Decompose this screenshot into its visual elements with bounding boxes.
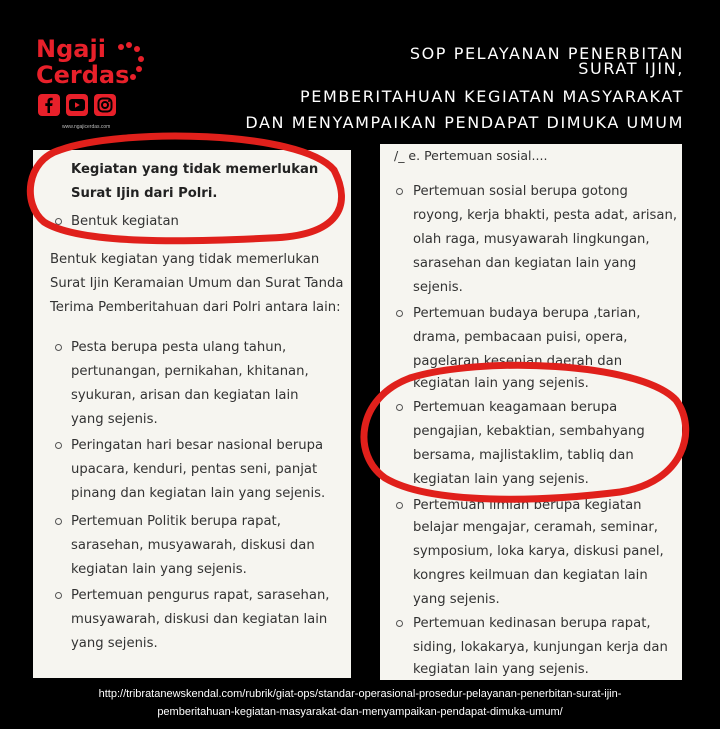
bullet-icon <box>55 592 62 599</box>
right-item-1-line-1: Pertemuan sosial berupa gotong <box>413 184 628 199</box>
left-item-2-line-2: upacara, kenduri, pentas seni, panjat <box>71 462 318 477</box>
bullet-icon <box>55 344 62 351</box>
left-item-3-line-3: kegiatan lain yang sejenis. <box>71 562 247 577</box>
left-item-1-line-3: syukuran, arisan dan kegiatan lain <box>71 388 299 403</box>
source-url-line-2[interactable]: pemberitahuan-kegiatan-masyarakat-dan-menyampaikan-pendapat-dimuka-umum/ <box>157 706 563 718</box>
right-item-1-line-4: sarasehan dan kegiatan lain yang <box>413 256 637 271</box>
right-item-2-line-2: drama, pembacaan puisi, opera, <box>413 330 628 345</box>
right-item-2-line-1: Pertemuan budaya berupa ,tarian, <box>413 306 641 321</box>
right-item-5-line-1: Pertemuan kedinasan berupa rapat, <box>413 616 651 631</box>
right-item-4-line-3: symposium, loka karya, diskusi panel, <box>413 544 664 559</box>
header-line-4: DAN MENYAMPAIKAN PENDAPAT DIMUKA UMUM <box>245 113 684 132</box>
left-document-panel <box>33 150 351 678</box>
logo-line-2: Cerdas <box>36 61 130 89</box>
right-item-2-line-3: pagelaran kesenian daerah dan <box>413 354 623 369</box>
source-url-line-1[interactable]: http://tribratanewskendal.com/rubrik/giat-ops/standar-operasional-prosedur-pelayanan-penerbitan-surat-ijin- <box>98 688 622 700</box>
right-item-3-line-2: pengajian, kebaktian, sembahyang <box>413 424 645 439</box>
left-bentuk-label: Bentuk kegiatan <box>71 214 179 229</box>
logo-url: www.ngajicerdas.com <box>62 124 111 130</box>
right-item-4-line-5: yang sejenis. <box>413 592 500 607</box>
brand-logo <box>36 36 156 88</box>
left-title-line-1: Kegiatan yang tidak memerlukan <box>71 162 319 177</box>
left-item-3-line-2: sarasehan, musyawarah, diskusi dan <box>71 538 315 553</box>
left-item-2-line-3: pinang dan kegiatan lain yang sejenis. <box>71 486 326 501</box>
left-intro-line-1: Bentuk kegiatan yang tidak memerlukan <box>50 252 320 267</box>
right-item-4-line-2: belajar mengajar, ceramah, seminar, <box>413 520 658 535</box>
youtube-icon[interactable] <box>66 94 88 116</box>
left-item-2-line-1: Peringatan hari besar nasional berupa <box>71 438 324 453</box>
left-item-1-line-4: yang sejenis. <box>71 412 158 427</box>
bullet-icon <box>396 310 403 317</box>
bullet-icon <box>396 620 403 627</box>
header-line-1: SOP PELAYANAN PENERBITAN <box>409 44 684 63</box>
right-item-5-line-2: siding, lokakarya, kunjungan kerja dan <box>413 640 668 655</box>
bullet-icon <box>396 188 403 195</box>
bullet-icon <box>55 518 62 525</box>
right-item-1-line-2: royong, kerja bhakti, pesta adat, arisan, <box>413 208 678 223</box>
right-item-3-line-3: bersama, majlistaklim, tabliq dan <box>413 448 634 463</box>
left-item-1-line-2: pertunangan, pernikahan, khitanan, <box>71 364 309 379</box>
facebook-icon[interactable] <box>38 94 60 116</box>
bullet-icon <box>396 404 403 411</box>
right-item-1-line-5: sejenis. <box>413 280 463 295</box>
left-item-4-line-3: yang sejenis. <box>71 636 158 651</box>
instagram-icon[interactable] <box>94 94 116 116</box>
right-document-panel <box>380 144 682 680</box>
left-intro-line-2: Surat Ijin Keramaian Umum dan Surat Tanda <box>50 276 344 291</box>
right-item-4-line-4: kongres keilmuan dan kegiatan lain <box>413 568 648 583</box>
left-intro-line-3: Terima Pemberitahuan dari Polri antara lain: <box>50 300 341 315</box>
left-item-1-line-1: Pesta berupa pesta ulang tahun, <box>71 340 287 355</box>
left-item-4-line-2: musyawarah, diskusi dan kegiatan lain <box>71 612 328 627</box>
right-item-4-line-1: Pertemuan ilmiah berupa kegiatan <box>413 498 642 513</box>
right-item-3-line-4: kegiatan lain yang sejenis. <box>413 472 589 487</box>
header-line-3: PEMBERITAHUAN KEGIATAN MASYARAKAT <box>300 87 684 106</box>
bullet-icon <box>396 502 403 509</box>
logo-line-1: Ngaji <box>36 35 106 63</box>
social-icons <box>38 94 116 116</box>
right-item-2-line-4: kegiatan lain yang sejenis. <box>413 376 589 391</box>
bullet-icon <box>55 218 62 225</box>
right-item-1-line-3: olah raga, musyawarah lingkungan, <box>413 232 650 247</box>
bullet-icon <box>55 442 62 449</box>
left-item-4-line-1: Pertemuan pengurus rapat, sarasehan, <box>71 588 330 603</box>
right-item-3-line-1: Pertemuan keagamaan berupa <box>413 400 618 415</box>
right-top-heading: /_ e. Pertemuan sosial.... <box>394 148 548 163</box>
left-item-3-line-1: Pertemuan Politik berupa rapat, <box>71 514 281 529</box>
left-title-line-2: Surat Ijin dari Polri. <box>71 186 218 201</box>
header-line-2: SURAT IJIN, <box>578 59 684 78</box>
right-item-5-line-3: kegiatan lain yang sejenis. <box>413 662 589 677</box>
